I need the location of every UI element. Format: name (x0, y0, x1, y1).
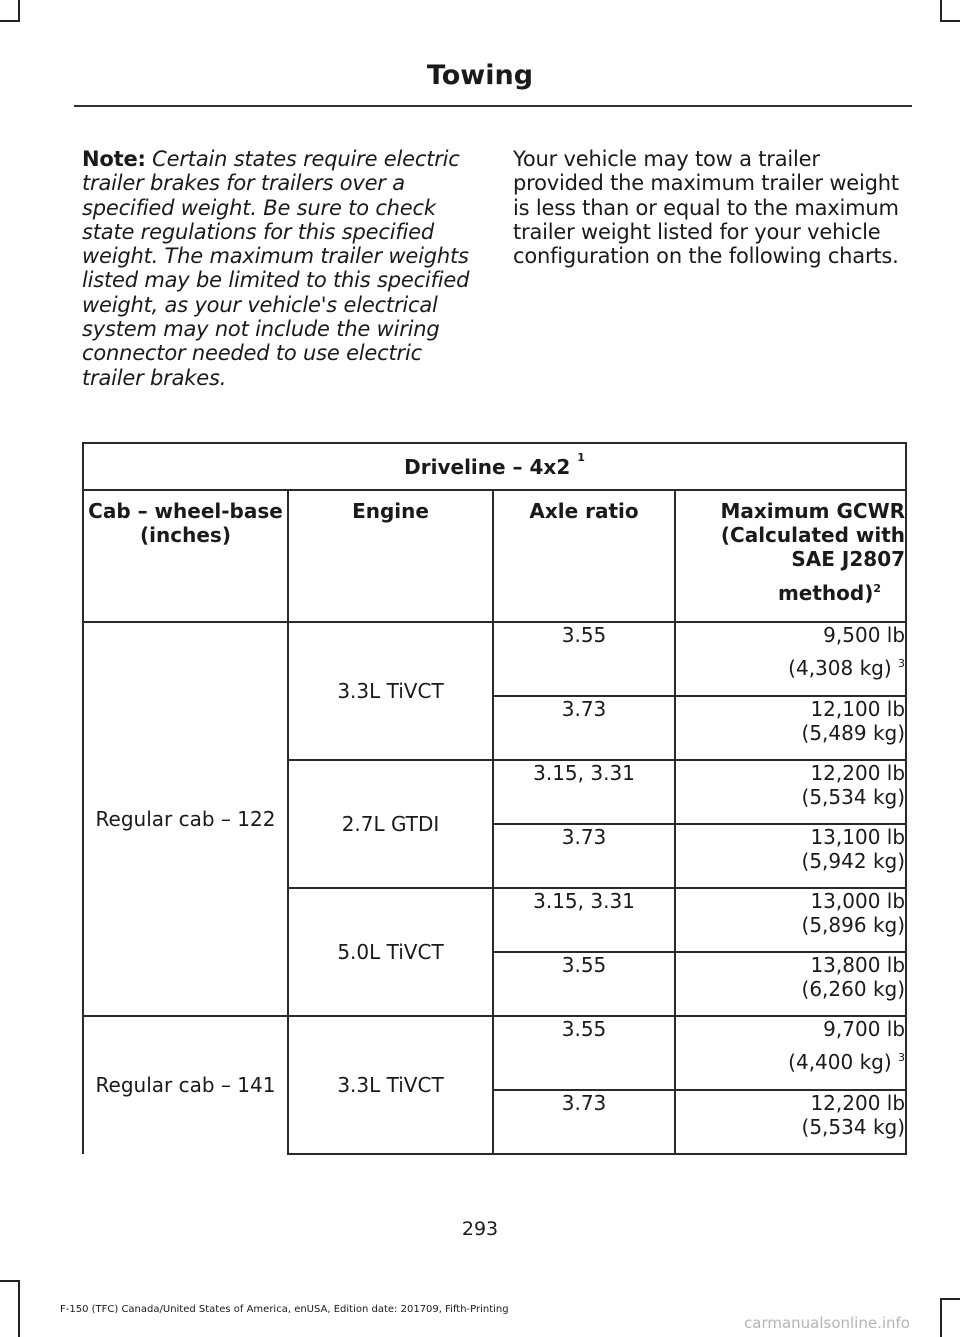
crop-mark (940, 20, 960, 22)
crop-mark (18, 1280, 20, 1337)
gcwr-header-tail: method)$^2$ (777, 581, 882, 605)
header-divider (74, 105, 912, 107)
gcwr-cell: 12,200 lb (5,534 kg) (675, 1090, 906, 1154)
axle-cell: 3.55 (493, 622, 675, 696)
column-header-engine: Engine (288, 490, 493, 622)
note-label: Note: (82, 147, 146, 171)
table-caption (83, 443, 906, 490)
axle-cell: 3.73 (493, 1090, 675, 1154)
gcwr-cell: 9,500 lb (4,308 kg) $^3$ (675, 622, 906, 696)
axle-cell: 3.55 (493, 952, 675, 1016)
axle-cell: 3.55 (493, 1016, 675, 1090)
footnote-ref: 3 (898, 1051, 906, 1064)
engine-cell: 2.7L GTDI (288, 760, 493, 888)
engine-cell: 5.0L TiVCT (288, 888, 493, 1016)
watermark: carmanualsonline.info (744, 1314, 910, 1332)
table-row (83, 1016, 906, 1090)
axle-cell: 3.73 (493, 696, 675, 760)
axle-cell: 3.73 (493, 824, 675, 888)
page-title: Towing (426, 60, 534, 91)
gcwr-cell: 12,100 lb (5,489 kg) (675, 696, 906, 760)
crop-mark (940, 1298, 960, 1300)
note-text: Certain states require electric trailer brakes for trailers over a specified weight. Be sure to check state regulations for this specified weight. The maximum trailer weights listed may be limited to this specified weight, as your vehicle's electrical system may not include the wiring connector needed to use electric trailer brakes. (82, 147, 470, 390)
crop-mark (0, 1280, 20, 1282)
crop-mark (940, 0, 942, 22)
cab-cell: Regular cab – 141 (83, 1016, 288, 1154)
column-header-gcwr (675, 490, 906, 622)
crop-mark (940, 1300, 942, 1337)
axle-cell: 3.15, 3.31 (493, 888, 675, 952)
page-number: 293 (461, 1218, 499, 1240)
axle-cell: 3.15, 3.31 (493, 760, 675, 824)
crop-mark (0, 20, 20, 22)
table-row (83, 622, 906, 696)
footnote-ref: 1 (577, 450, 585, 464)
column-header-cab: Cab – wheel-base (inches) (83, 490, 288, 622)
table-caption-text: Driveline – 4x2 (404, 454, 571, 479)
footnote-ref: 2 (873, 582, 882, 595)
note-paragraph (82, 147, 482, 390)
engine-cell: 3.3L TiVCT (288, 622, 493, 760)
engine-cell: 3.3L TiVCT (288, 1016, 493, 1154)
gcwr-cell: 13,800 lb (6,260 kg) (675, 952, 906, 1016)
gcwr-cell: 13,100 lb (5,942 kg) (675, 824, 906, 888)
gcwr-cell: 9,700 lb (4,400 kg) $^3$ (675, 1016, 906, 1090)
gcwr-header-text: Maximum GCWR (Calculated with SAE J2807 (720, 499, 906, 571)
footnote-ref: 3 (898, 657, 906, 670)
gcwr-cell: 13,000 lb (5,896 kg) (675, 888, 906, 952)
column-header-axle: Axle ratio (493, 490, 675, 622)
intro-paragraph: Your vehicle may tow a trailer provided the maximum trailer weight is less than or equal to the maximum trailer weight listed for your vehicle configuration on the following charts. (513, 147, 899, 269)
gcwr-cell: 12,200 lb (5,534 kg) (675, 760, 906, 824)
crop-mark (18, 0, 20, 22)
cab-cell: Regular cab – 122 (83, 622, 288, 1016)
footer-text: F-150 (TFC) Canada/United States of America, enUSA, Edition date: 201709, Fifth-Printing (60, 1304, 509, 1315)
towing-table (82, 442, 907, 1155)
